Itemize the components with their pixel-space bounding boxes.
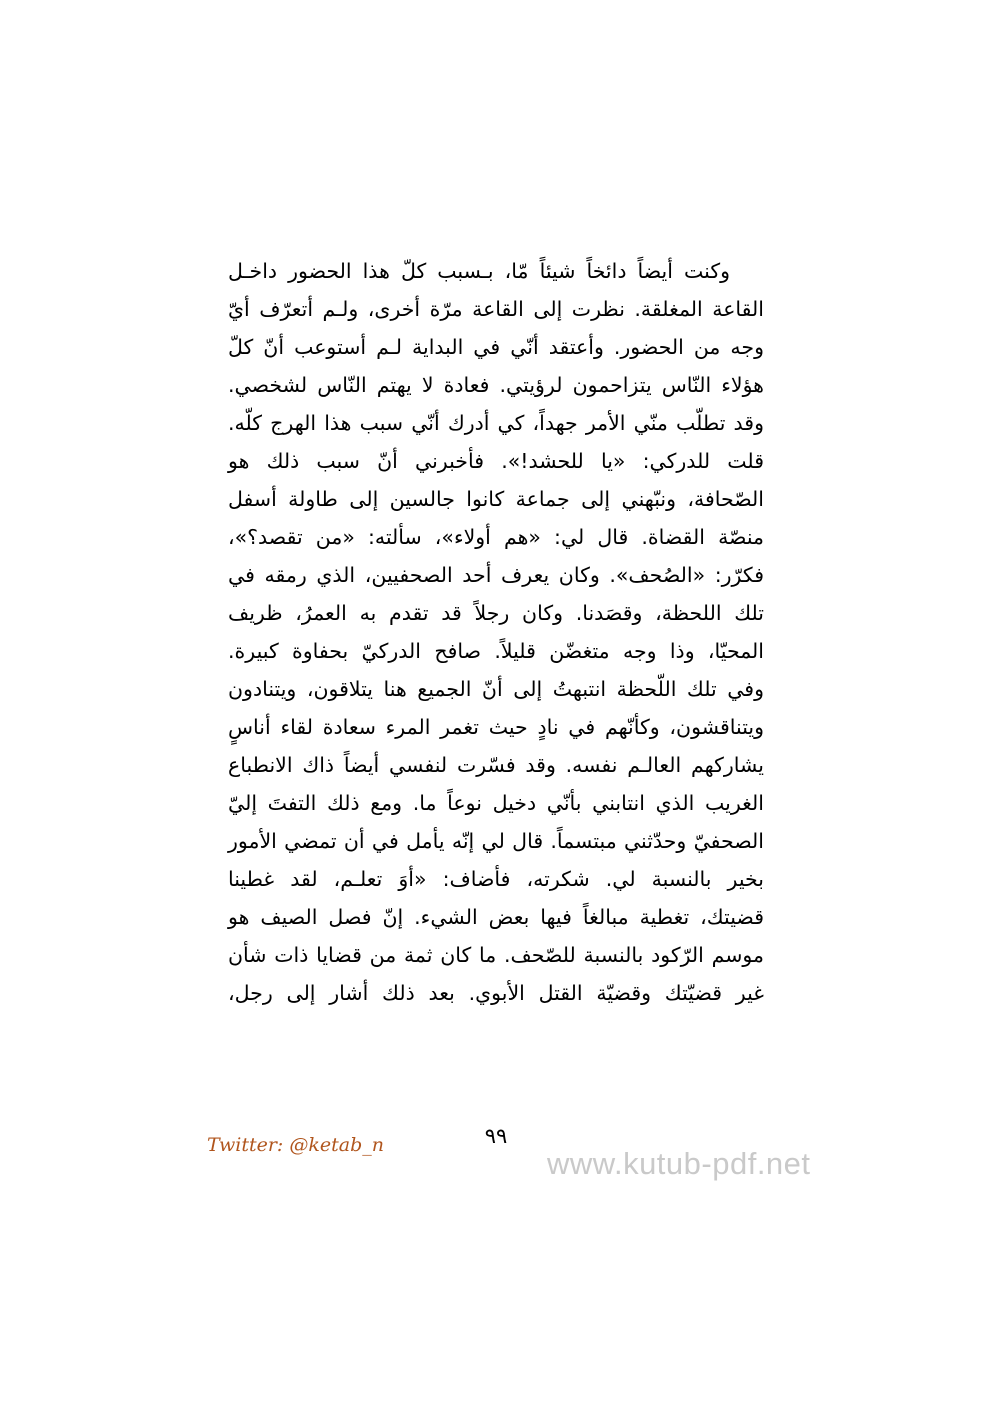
text-line: قلت للدركي: «يا للحشد!». فأخبرني أنّ سبب ذلك هو (228, 449, 764, 473)
text-line: بخير بالنسبة لي. شكرته، فأضاف: «أوَ تعلـم، لقد غطينا (228, 867, 764, 891)
twitter-credit: Twitter: @ketab_n (207, 1134, 384, 1156)
body-text-block (228, 252, 764, 1012)
text-line: يشاركهم العالـم نفسه. وقد فسّرت لنفسي أيضاً ذاك الانطباع (228, 753, 764, 777)
site-watermark: www.kutub-pdf.net (547, 1146, 811, 1181)
text-line: منصّة القضاة. قال لي: «هم أولاء»، سألته: «من تقصد؟»، (228, 525, 764, 549)
text-line: وقد تطلّب منّي الأمر جهداً، كي أدرك أنّي سبب هذا الهرج كلّه. (228, 411, 764, 435)
text-line: فكرّر: «الصُحف». وكان يعرف أحد الصحفيين، الذي رمقه في (228, 563, 764, 587)
text-line: الصحفيّ وحدّثني مبتسماً. قال لي إنّه يأمل في أن تمضي الأمور (228, 829, 764, 853)
text-line: غير قضيّتك وقضيّة القتل الأبوي. بعد ذلك أشار إلى رجل، (228, 981, 764, 1005)
text-line: تلك اللحظة، وقصَدنا. وكان رجلاً قد تقدم به العمرُ، ظريف (228, 601, 764, 625)
text-line: وفي تلك اللّحظة انتبهتُ إلى أنّ الجميع هنا يتلاقون، ويتنادون (228, 677, 764, 701)
text-line: هؤلاء النّاس يتزاحمون لرؤيتي. فعادة لا يهتم النّاس لشخصي. (228, 373, 764, 397)
text-line: قضيتك، تغطية مبالغاً فيها بعض الشيء. إنّ فصل الصيف هو (228, 905, 764, 929)
text-line: موسم الرّكود بالنسبة للصّحف. ما كان ثمة من قضايا ذات شأن (228, 943, 764, 967)
text-line: القاعة المغلقة. نظرت إلى القاعة مرّة أخرى، ولـم أتعرّف أيّ (228, 297, 764, 321)
text-line: المحيّا، وذا وجه متغضّن قليلاً. صافح الدركيّ بحفاوة كبيرة. (228, 639, 764, 663)
text-line: الصّحافة، ونبّهني إلى جماعة كانوا جالسين إلى طاولة أسفل (228, 487, 764, 511)
page-number: ٩٩ (484, 1124, 508, 1148)
text-line: وكنت أيضاً دائخاً شيئاً مّا، بـسبب كلّ هذا الحضور داخـل (228, 259, 730, 283)
text-line: الغريب الذي انتابني بأنّي دخيل نوعاً ما. ومع ذلك التفتَ إليّ (228, 791, 764, 815)
page-footer (0, 1118, 992, 1198)
text-line: ويتناقشون، وكأنّهم في نادٍ حيث تغمر المرء سعادة لقاء أناسٍ (228, 715, 764, 739)
text-line: وجه من الحضور. وأعتقد أنّي في البداية لـم أستوعب أنّ كلّ (228, 335, 764, 359)
